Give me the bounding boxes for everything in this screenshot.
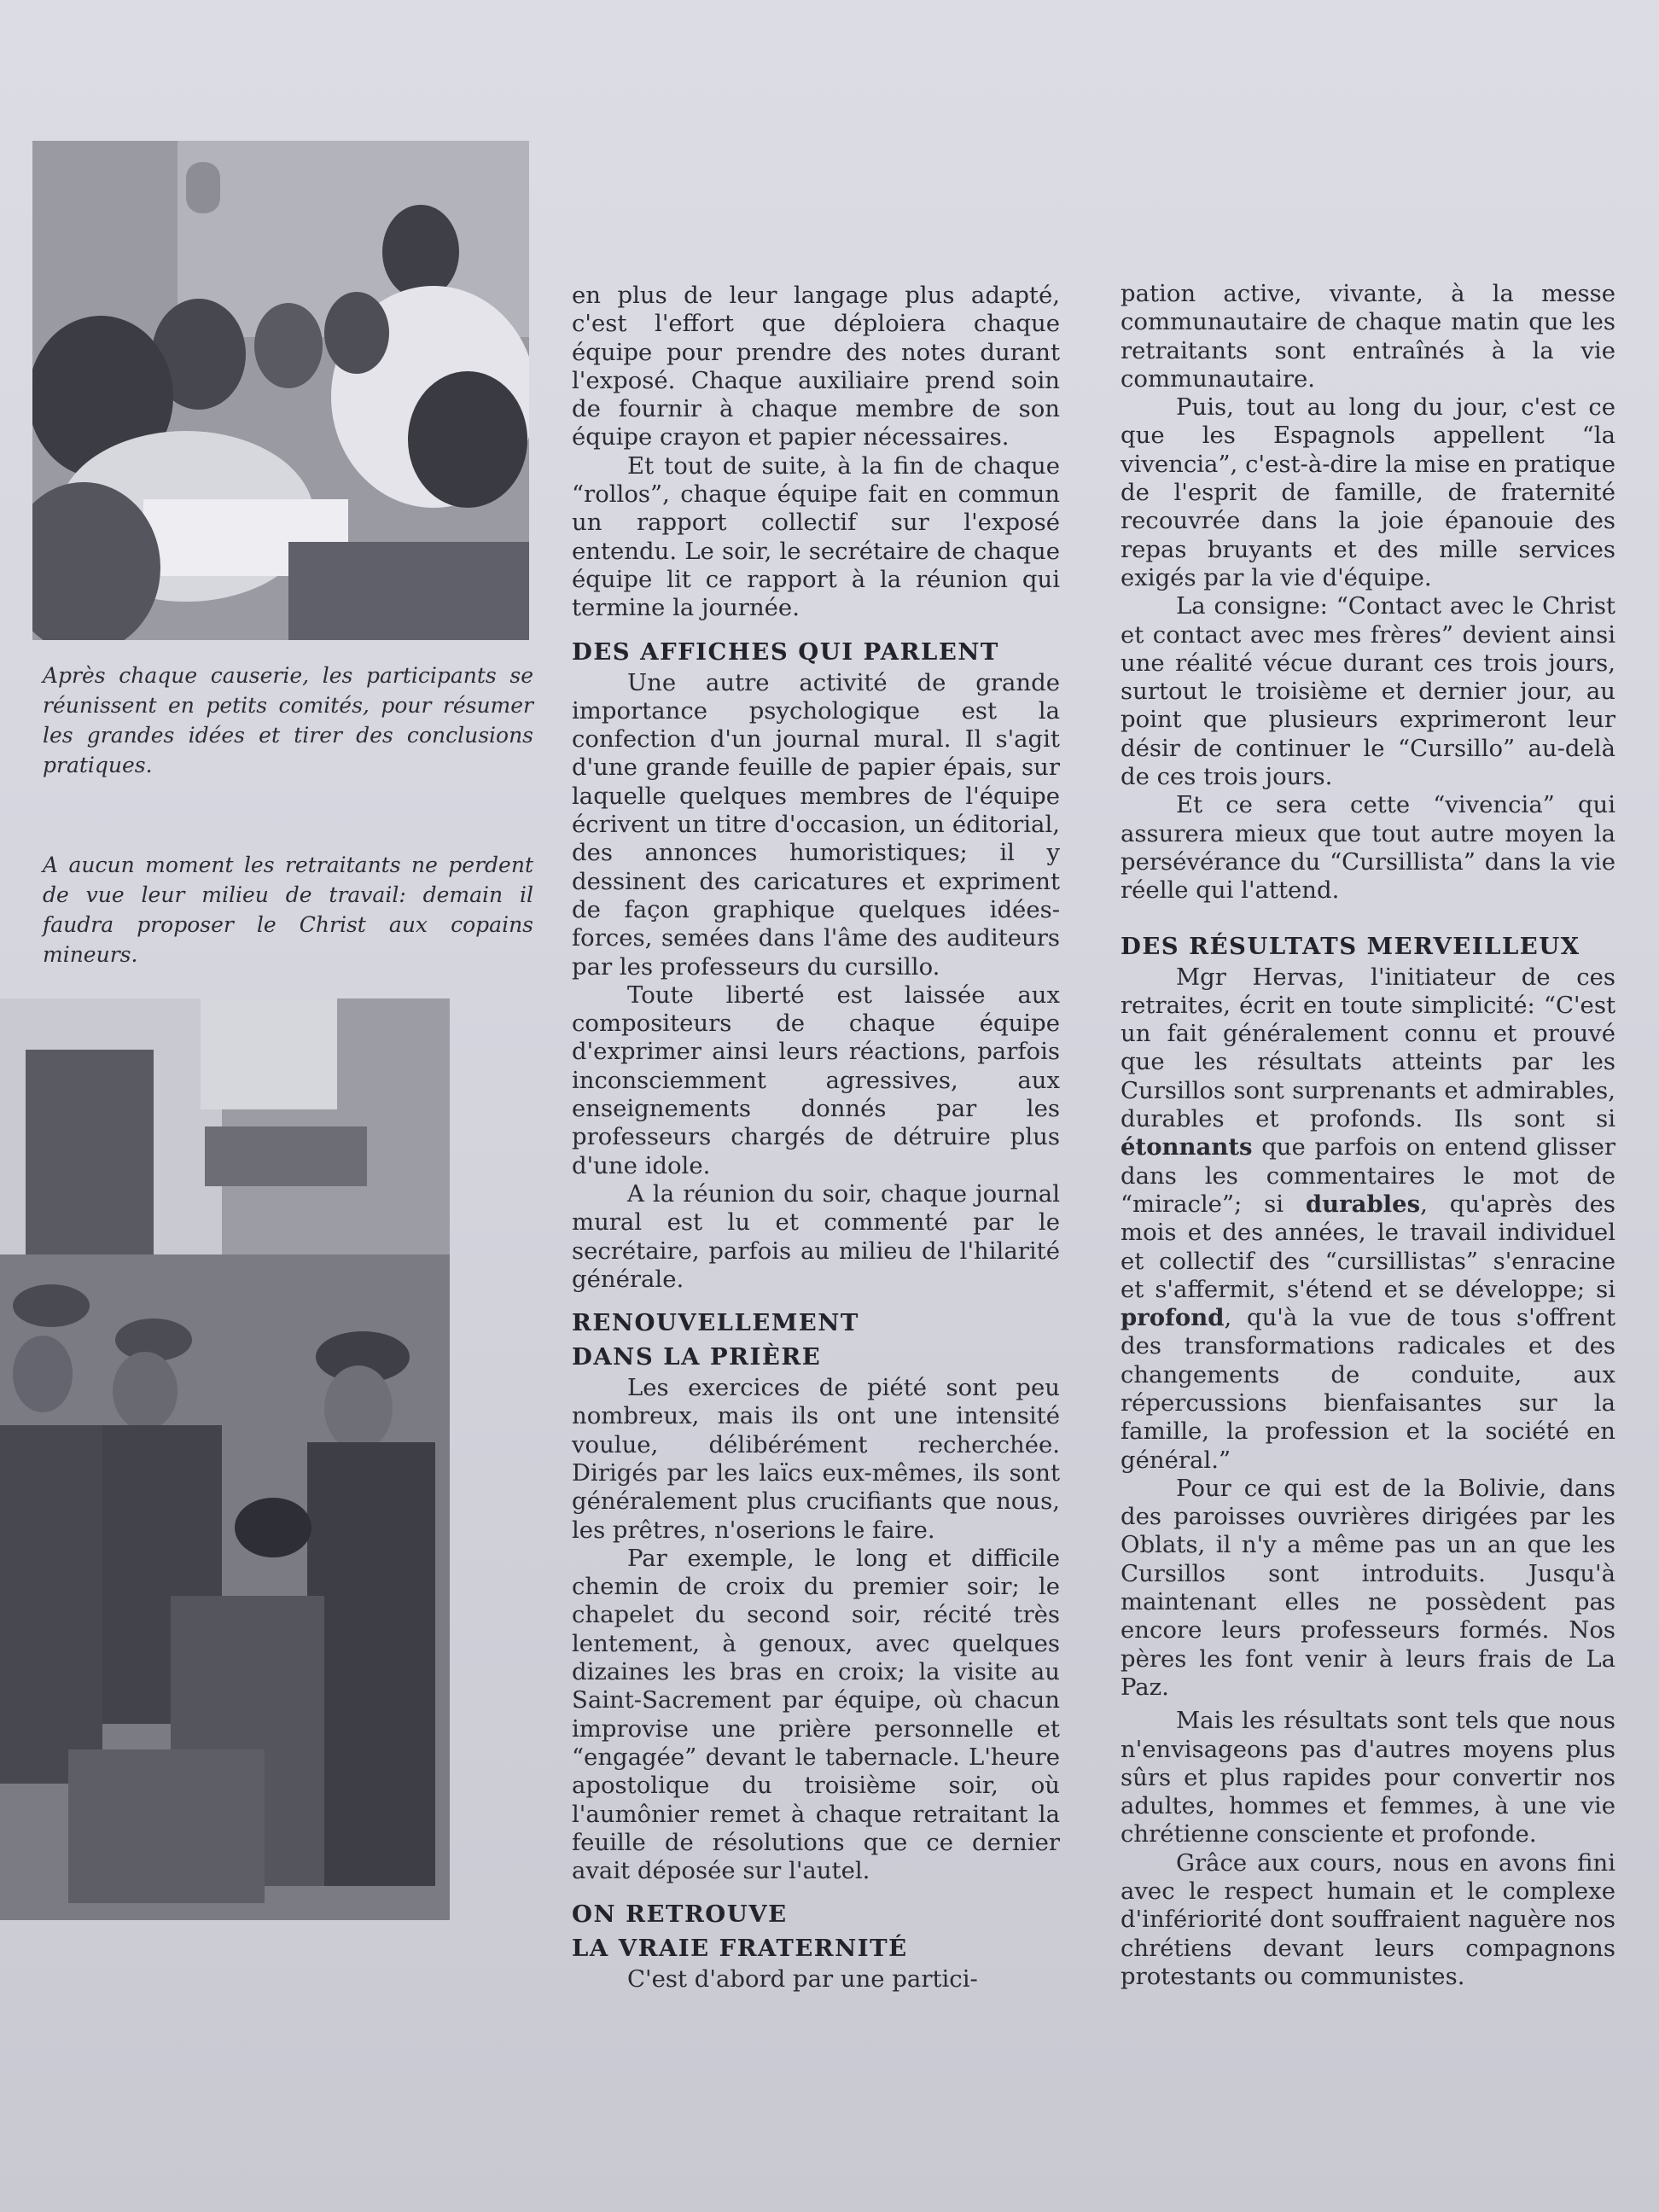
emphasis: durables [1305, 1190, 1421, 1218]
caption-top-photo: Après chaque causerie, les participants se réunissent en petits comités, pour résumer les grandes idées et tirer des conclusions pratiques. [43, 663, 533, 777]
paragraph: Puis, tout au long du jour, c'est ce que les Espagnols appellent “la vivencia”, c'est-à-dire la mise en pratique de l'esprit de famille, de fraternité recouvrée dans la joie épanouie des repas bruyants et des mille services exigés par la vie d'équipe. [1121, 393, 1615, 591]
heading-line: ON RETROUVE [572, 1901, 788, 1929]
heading-line: LA VRAIE FRATERNITÉ [572, 1935, 908, 1963]
heading-line: RENOUVELLEMENT [572, 1309, 859, 1337]
section-heading-resultats: DES RÉSULTATS MERVEILLEUX [1121, 932, 1580, 960]
section-heading-fraternite [572, 1897, 1060, 1965]
paragraph: La consigne: “Contact avec le Christ et contact avec mes frères” devient ainsi une réalité vécue durant ces trois jours, surtout le troisième et dernier jour, au point que plusieurs exprimeront leur désir de continuer le “Cursillo” au-delà de ces trois jours. [1121, 592, 1615, 791]
caption-bottom-photo: A aucun moment les retraitants ne perdent de vue leur milieu de travail: demain il faudra proposer le Christ aux copains mineurs. [43, 853, 533, 967]
section-heading-affiches: DES AFFICHES QUI PARLENT [572, 637, 999, 666]
photo-group-discussion [32, 141, 529, 640]
heading-line: DANS LA PRIÈRE [572, 1343, 822, 1371]
paragraph: Et tout de suite, à la fin de chaque “rollos”, chaque équipe fait en commun un rapport collectif sur l'exposé entendu. Le soir, le secrétaire de chaque équipe lit ce rapport à la réunion qui termine la journée. [572, 451, 1060, 622]
paragraph: A la réunion du soir, chaque journal mural est lu et commenté par le secrétaire, parfois au milieu de l'hilarité générale. [572, 1179, 1060, 1293]
photo-miners [0, 998, 450, 1920]
paragraph: Grâce aux cours, nous en avons fini avec le respect humain et le complexe d'infériorité dont souffraient naguère nos chrétiens devant leurs compagnons protestants ou communistes. [1121, 1848, 1615, 1990]
paragraph: Les exercices de piété sont peu nombreux, mais ils ont une intensité voulue, délibérément recherchée. Dirigés par les laïcs eux-mêmes, ils sont généralement plus crucifiants que nous, les prêtres, n'oserions le faire. [572, 1374, 1060, 1544]
text-run: , qu'à la vue de tous s'offrent des transformations radicales et des changements de conduite, aux répercussions bienfaisantes sur la famille, la profession et la société en général.” [1121, 1304, 1615, 1474]
section-heading-renouvellement [572, 1306, 1060, 1374]
text-run: que parfois on entend glisser dans les commentaires le mot de “miracle”; si [1121, 1133, 1615, 1218]
text-column-2 [1121, 280, 1615, 1991]
paragraph: Et ce sera cette “vivencia” qui assurera mieux que tout autre moyen la persévérance du “Cursillista” dans la vie réelle qui l'attend. [1121, 791, 1615, 905]
emphasis: étonnants [1121, 1133, 1253, 1161]
paragraph: Une autre activité de grande importance psychologique est la confection d'un journal mural. Il s'agit d'une grande feuille de papier épais, sur laquelle quelques membres de l'équipe écrivent un titre d'occasion, un éditorial, des annonces humoristiques; il y dessinent des caricatures et expriment de façon graphique quelques idées-forces, semées dans l'âme des auditeurs par les professeurs du cursillo. [572, 668, 1060, 981]
text-run: Mgr Hervas, l'initiateur de ces retraites, écrit en toute simplicité: “C'est un fait généralement connu et prouvé que les résultats atteints par les Cursillos sont surprenants et admirables, durables et profonds. Ils sont si [1121, 963, 1615, 1133]
text-run: , qu'après des mois et des années, le travail individuel et collectif des “cursillistas” s'enracine et s'affermit, s'étend et se développe; si [1121, 1190, 1615, 1303]
paragraph: C'est d'abord par une partici- [627, 1965, 978, 1994]
paragraph: Toute liberté est laissée aux compositeurs de chaque équipe d'exprimer ainsi leurs réactions, parfois inconsciemment agressives, aux enseignements donnés par les professeurs chargés de détruire plus d'une idole. [572, 981, 1060, 1179]
emphasis: profond [1121, 1304, 1225, 1332]
paragraph: Mais les résultats sont tels que nous n'envisageons pas d'autres moyens plus sûrs et plus rapides pour convertir nos adultes, hommes et femmes, à une vie chrétienne consciente et profonde. [1121, 1707, 1615, 1848]
paragraph: en plus de leur langage plus adapté, c'est l'effort que déploiera chaque équipe pour prendre des notes durant l'exposé. Chaque auxiliaire prend soin de fournir à chaque membre de son équipe crayon et papier nécessaires. [572, 282, 1060, 451]
paragraph: pation active, vivante, à la messe communautaire de chaque matin que les retraitants sont entraînés à la vie communautaire. [1121, 280, 1615, 393]
paragraph: Par exemple, le long et difficile chemin de croix du premier soir; le chapelet du second soir, récité très lentement, à genoux, avec quelques dizaines les bras en croix; la visite au Saint-Sacrement par équipe, où chacun improvise une prière personnelle et “engagée” devant le tabernacle. L'heure apostolique du troisième soir, où l'aumônier remet à chaque retraitant la feuille de résolutions que ce dernier avait déposée sur l'autel. [572, 1544, 1060, 1885]
text-column-1 [572, 282, 1060, 1994]
paragraph: Pour ce qui est de la Bolivie, dans des paroisses ouvrières dirigées par les Oblats, il n'y a même pas un an que les Cursillos sont introduits. Jusqu'à maintenant elles ne possèdent pas encore leurs professeurs formés. Nos pères les font venir à leurs frais de La Paz. [1121, 1474, 1615, 1701]
paragraph [1121, 963, 1615, 1475]
